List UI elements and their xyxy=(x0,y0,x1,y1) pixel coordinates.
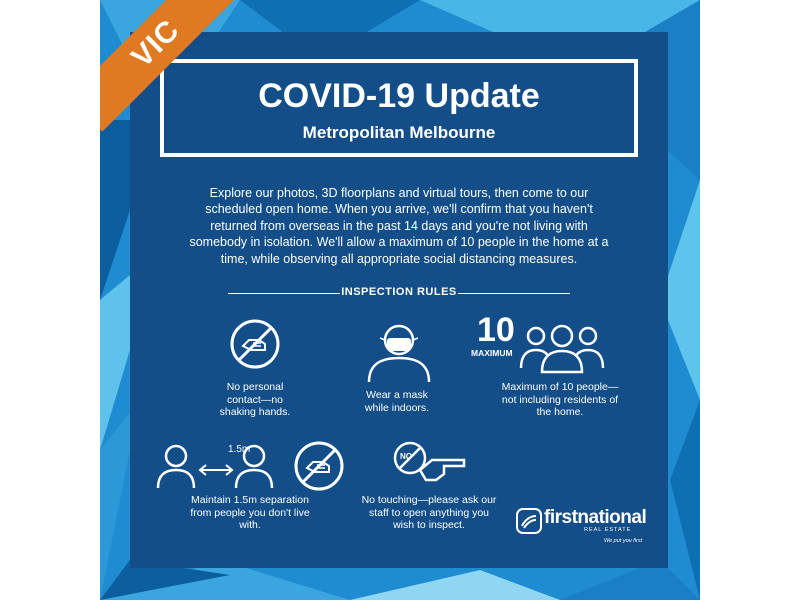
rules-heading: INSPECTION RULES xyxy=(341,286,457,298)
region-badge: VIC xyxy=(100,0,244,132)
brand-logo xyxy=(514,505,654,549)
page-title: COVID-19 Update xyxy=(258,77,540,115)
face-mask-icon xyxy=(364,318,434,384)
no-touching-icon xyxy=(392,440,468,486)
divider-right xyxy=(458,293,570,294)
brand-name: firstnational xyxy=(544,507,647,528)
brand-tagline: We put you first xyxy=(604,538,643,544)
no-handshake-icon xyxy=(229,318,281,370)
rule-caption-no-contact: No personal contact—no shaking hands. xyxy=(219,381,291,419)
social-distance-icon xyxy=(154,440,278,490)
no-badge-label: NO xyxy=(400,452,412,461)
poster xyxy=(100,0,700,600)
page-subtitle: Metropolitan Melbourne xyxy=(302,123,496,142)
max-people-number: 10 xyxy=(477,311,515,349)
rule-caption-maximum: Maximum of 10 people—not including residents of the home. xyxy=(501,381,619,419)
max-people-label: MAXIMUM xyxy=(471,348,513,358)
intro-paragraph: Explore our photos, 3D floorplans and virtual tours, then come to our scheduled open home. When you arrive, we'll confirm that you haven't returned from overseas in the past 14 days and you're not living with somebody in isolation. We'll allow a maximum of 10 people in the home at a time, while observing all appropriate social distancing measures. xyxy=(189,186,609,266)
group-limit-icon xyxy=(518,322,606,374)
rule-caption-mask: Wear a mask while indoors. xyxy=(364,389,430,414)
title-frame xyxy=(160,59,638,157)
rule-caption-no-touching: No touching—please ask our staff to open anything you wish to inspect. xyxy=(361,494,497,532)
no-handshake-icon xyxy=(293,440,345,492)
rule-caption-distance: Maintain 1.5m separation from people you don't live with. xyxy=(190,494,310,532)
logo-emblem-icon xyxy=(516,508,542,534)
divider-left xyxy=(228,293,340,294)
content-panel xyxy=(130,32,668,568)
brand-subtitle: REAL ESTATE xyxy=(584,527,632,533)
distance-label: 1.5m xyxy=(228,444,251,455)
